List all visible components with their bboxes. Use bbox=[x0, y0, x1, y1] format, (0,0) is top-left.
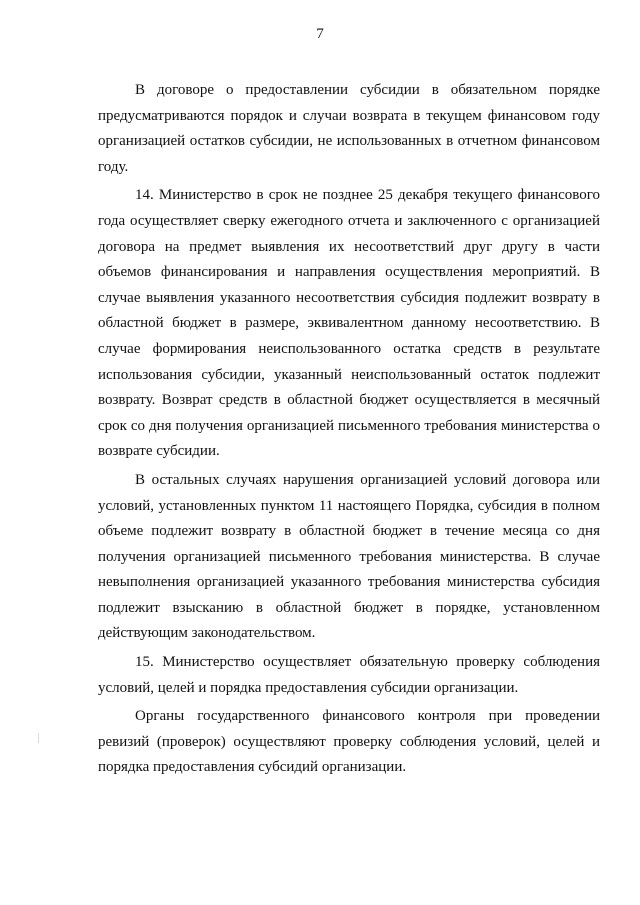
paragraph-clause-14: 14. Министерство в срок не позднее 25 декабря текущего финансового года осуществляет сверку ежегодного отчета и заключенного с организацией договора на предмет выявления их несоответствий друг другу в части объемов финансирования и направления осуществления мероприятий. В случае выявления указанного несоответствия субсидия подлежит возврату в областной бюджет в размере, эквивалентном данному несоответствию. В случае формирования неиспользованного остатка средств в результате использования субсидии, указанный неиспользованный остаток подлежит возврату. Возврат средств в областной бюджет осуществляется в месячный срок со дня получения организацией письменного требования министерства о возврате субсидии. bbox=[98, 187, 600, 460]
page-number: 7 bbox=[316, 26, 324, 42]
paragraph-subsidy-agreement: В договоре о предоставлении субсидии в обязательном порядке предусматриваются порядок и случаи возврата в текущем финансовом году организацией остатков субсидии, не использованных в отчетном финансовом году. bbox=[98, 82, 600, 175]
paragraph-other-violations: В остальных случаях нарушения организацией условий договора или условий, установленных пунктом 11 настоящего Порядка, субсидия в полном объеме подлежит возврату в областной бюджет в течение месяца со дня получения организацией письменного требования министерства. В случае невыполнения организацией указанного требования министерства субсидия подлежит взысканию в областной бюджет в порядке, установленном действующим законодательством. bbox=[98, 471, 600, 642]
paragraph-financial-control: Органы государственного финансового контроля при проведении ревизий (проверок) осуществляют проверку соблюдения условий, целей и порядка предоставления субсидий организации. bbox=[98, 708, 600, 776]
scan-edge-mark bbox=[38, 733, 43, 743]
document-body bbox=[98, 78, 600, 784]
paragraph-clause-15: 15. Министерство осуществляет обязательную проверку соблюдения условий, целей и порядка предоставления субсидии организации. bbox=[98, 654, 600, 696]
